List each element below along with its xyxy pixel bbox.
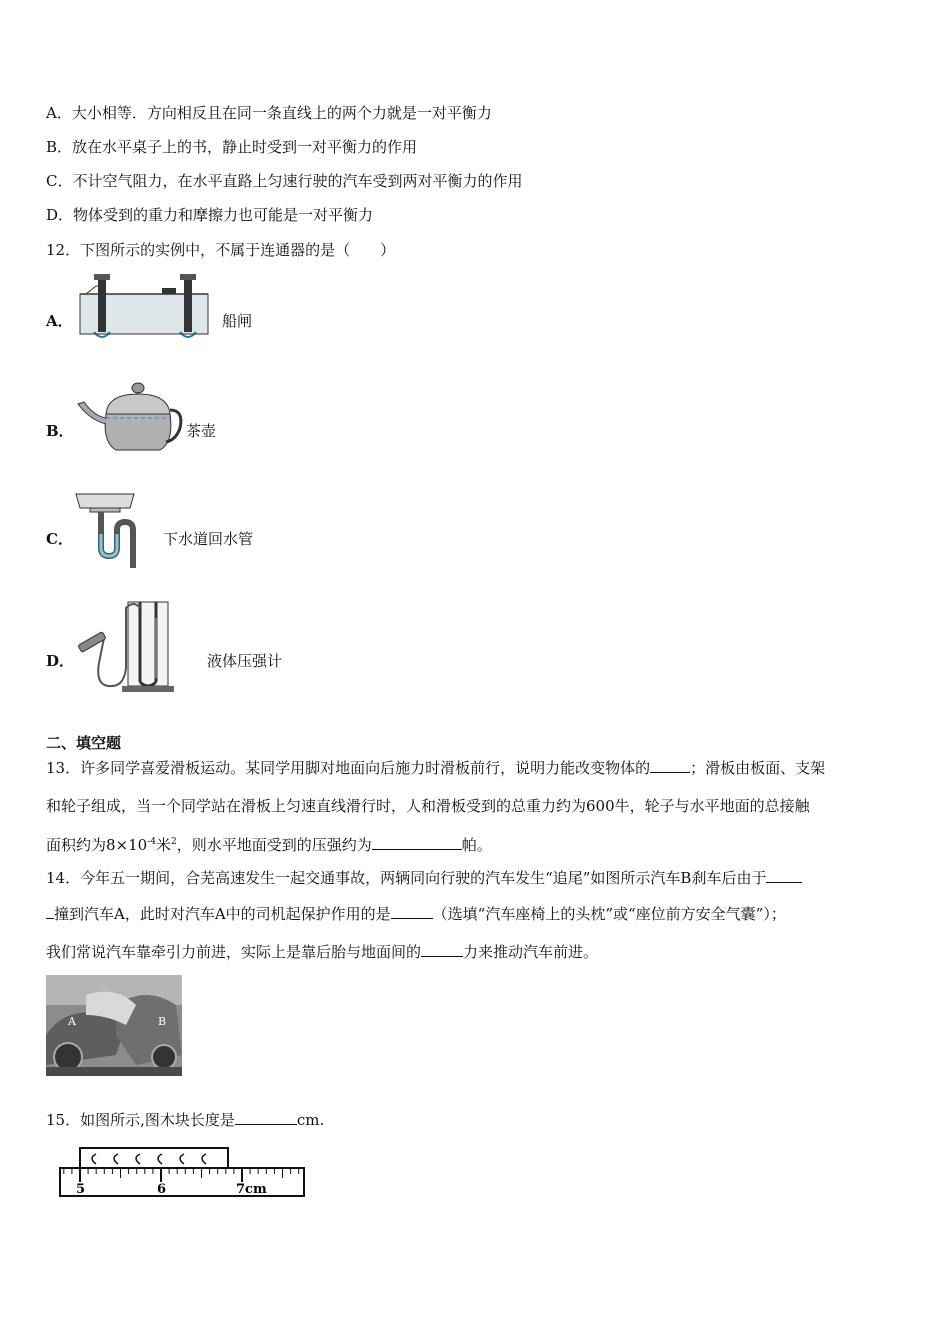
q15-text-a: 15．如图所示,图木块长度是 [46, 1111, 235, 1129]
car-b-label: B [158, 1015, 167, 1028]
q14-text-e: 力来推动汽车前进。 [463, 943, 599, 961]
ruler-figure [56, 1146, 308, 1198]
q12-option-a-label: A． [46, 312, 73, 330]
ruler-label-5: 5 [76, 1182, 86, 1197]
ship-lock-figure [76, 272, 216, 344]
q13-blank-2 [372, 835, 462, 850]
q14-text-a: 14．今年五一期间，合芜高速发生一起交通事故，两辆同向行驶的汽车发生“追尾”如图所示汽车B刹车后由于 [46, 869, 767, 887]
drain-trap-figure [74, 490, 144, 570]
wooden-block [80, 1148, 228, 1168]
q13-unit-exponent: 2 [171, 837, 177, 847]
q14-text-b: 撞到汽车A，此时对汽车A中的司机起保护作用的是 [54, 905, 391, 923]
q13-text-d: ，则水平地面受到的压强约为 [176, 836, 372, 854]
ruler-label-6: 6 [157, 1182, 167, 1197]
q15-blank [235, 1110, 297, 1125]
teapot-figure [76, 380, 184, 454]
q12-option-c-caption: 下水道回水管 [163, 530, 254, 548]
q13-text-a: 13．许多同学喜爱滑板运动。某同学用脚对地面向后施力时滑板前行，说明力能改变物体的 [46, 759, 651, 777]
q14-blank-3 [421, 942, 463, 957]
q14-blank-2 [391, 904, 433, 919]
q15-line [46, 1110, 324, 1130]
q14-line-3 [46, 942, 598, 962]
q12-option-d-caption: 液体压强计 [207, 652, 283, 670]
q12-option-b-label: B． [46, 422, 74, 440]
q13-text-e: 帕。 [461, 836, 492, 854]
q12-stem: 12．下图所示的实例中，不属于连通器的是（ ） [46, 241, 396, 259]
q12-option-d-label: D． [46, 652, 75, 670]
q13-text-c: 面积约为8×10 [46, 836, 148, 854]
q15-text-b: cm. [296, 1111, 325, 1129]
car-crash-photo [46, 975, 182, 1076]
q13-line-1 [46, 758, 825, 778]
q14-blank-1b [46, 904, 54, 919]
q11-option-a: A．大小相等．方向相反且在同一条直线上的两个力就是一对平衡力 [46, 104, 492, 122]
q14-text-d: 我们常说汽车靠牵引力前进，实际上是靠后胎与地面间的 [46, 943, 422, 961]
q13-unit: 米 [155, 836, 171, 854]
q13-line-3 [46, 832, 492, 855]
q13-blank-1 [650, 758, 690, 773]
q12-option-b-caption: 茶壶 [186, 422, 217, 440]
q14-line-1 [46, 868, 802, 888]
q13-exponent: -4 [147, 837, 156, 847]
q11-option-b: B．放在水平桌子上的书，静止时受到一对平衡力的作用 [46, 138, 418, 156]
q11-option-c: C．不计空气阻力，在水平直路上匀速行驶的汽车受到两对平衡力的作用 [46, 172, 523, 190]
q11-option-d: D．物体受到的重力和摩擦力也可能是一对平衡力 [46, 206, 374, 224]
pressure-gauge-figure [74, 598, 178, 696]
q14-text-c: （选填“汽车座椅上的头枕”或“座位前方安全气囊”）； [432, 905, 786, 923]
ruler-label-7: 7cm [236, 1182, 267, 1197]
section-title-fill-in: 二、填空题 [46, 734, 122, 752]
q14-line-2 [46, 904, 786, 924]
q12-option-a-caption: 船闸 [222, 312, 253, 330]
q14-blank-1a [766, 868, 802, 883]
q13-text-b: ；滑板由板面、支架 [690, 759, 826, 777]
q13-line-2: 和轮子组成，当一个同学站在滑板上匀速直线滑行时，人和滑板受到的总重力约为600牛，轮子与水平地面的总接触 [46, 797, 810, 815]
car-a-label: A [68, 1015, 76, 1028]
q12-option-c-label: C． [46, 530, 73, 548]
